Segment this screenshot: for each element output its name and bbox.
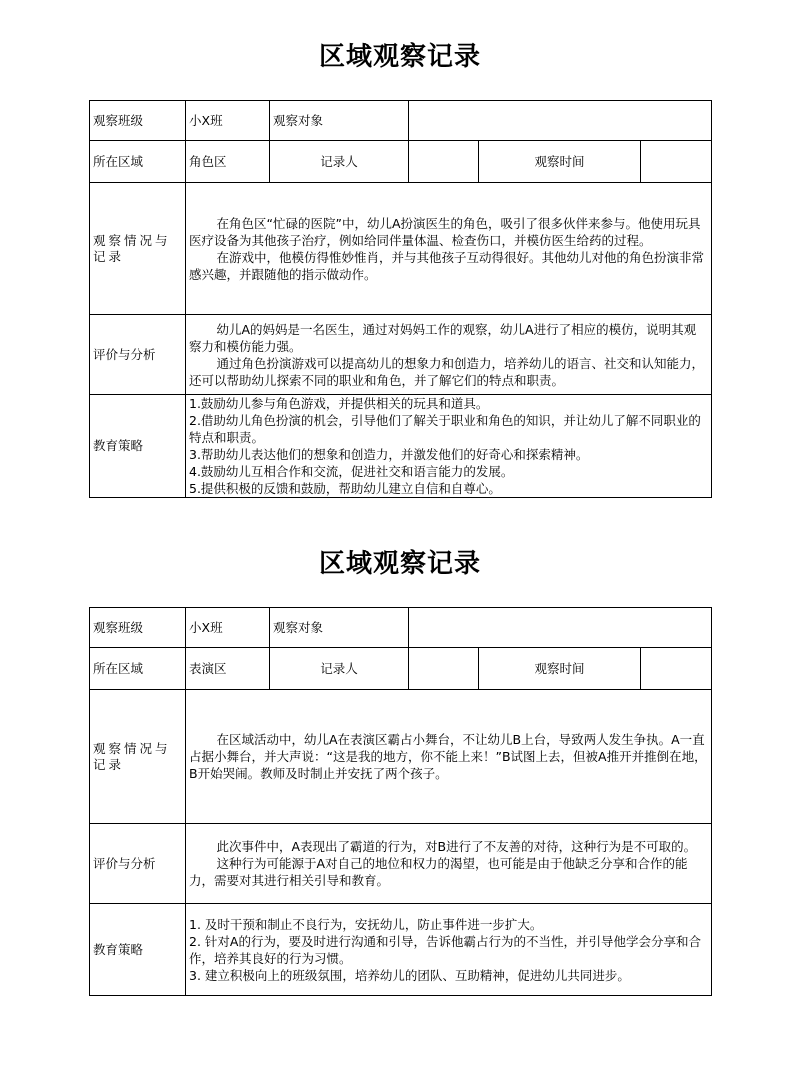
class-label: 观察班级 bbox=[90, 101, 186, 141]
analysis-para: 幼儿A的妈妈是一名医生，通过对妈妈工作的观察，幼儿A进行了相应的模仿，说明其观察力和模仿能力强。 bbox=[189, 321, 697, 354]
strategy-item: 5.提供积极的反馈和鼓励，帮助幼儿建立自信和自尊心。 bbox=[189, 481, 501, 496]
strategy-label: 教育策略 bbox=[90, 904, 186, 996]
strategy-item: 3.帮助幼儿表达他们的想象和创造力，并激发他们的好奇心和探索精神。 bbox=[189, 447, 589, 462]
strategy-item: 2. 针对A的行为，要及时进行沟通和引导，告诉他霸占行为的不当性，并引导他学会分享和合作，培养其良好的行为习惯。 bbox=[189, 933, 701, 966]
strategy-content bbox=[186, 904, 712, 996]
class-value: 小X班 bbox=[186, 101, 270, 141]
area-value: 表演区 bbox=[186, 648, 270, 690]
strategy-item: 4.鼓励幼儿互相合作和交流，促进社交和语言能力的发展。 bbox=[189, 464, 514, 479]
analysis-para: 此次事件中，A表现出了霸道的行为，对B进行了不友善的对待，这种行为是不可取的。 bbox=[216, 839, 697, 854]
time-value[interactable] bbox=[641, 648, 712, 690]
target-value[interactable] bbox=[409, 608, 712, 648]
observation-label: 观察情况与记录 bbox=[90, 183, 186, 315]
analysis-para: 通过角色扮演游戏可以提高幼儿的想象力和创造力，培养幼儿的语言、社交和认知能力，还可以帮助幼儿探索不同的职业和角色，并了解它们的特点和职责。 bbox=[189, 355, 705, 388]
target-label: 观察对象 bbox=[270, 101, 409, 141]
record-2-row-class bbox=[90, 608, 712, 648]
record-2-row-area bbox=[90, 648, 712, 690]
record-1-row-observation bbox=[90, 183, 712, 315]
recorder-value[interactable] bbox=[409, 141, 479, 183]
record-2-row-strategy bbox=[90, 904, 712, 996]
strategy-item: 3. 建立积极向上的班级氛围，培养幼儿的团队、互助精神，促进幼儿共同进步。 bbox=[189, 967, 630, 983]
record-1-row-analysis bbox=[90, 315, 712, 395]
record-1-row-strategy bbox=[90, 395, 712, 498]
analysis-content bbox=[186, 824, 712, 904]
strategy-item: 2.借助幼儿角色扮演的机会，引导他们了解关于职业和角色的知识，并让幼儿了解不同职业的特点和职责。 bbox=[189, 413, 701, 445]
observation-para: 在游戏中，他模仿得惟妙惟肖，并与其他孩子互动得很好。其他幼儿对他的角色扮演非常感兴趣，并跟随他的指示做动作。 bbox=[189, 249, 705, 282]
record-2-row-observation bbox=[90, 690, 712, 824]
record-2-title: 区域观察记录 bbox=[318, 549, 481, 579]
analysis-label: 评价与分析 bbox=[90, 824, 186, 904]
observation-label: 观察情况与记录 bbox=[90, 690, 186, 824]
class-value: 小X班 bbox=[186, 608, 270, 648]
class-label: 观察班级 bbox=[90, 608, 186, 648]
area-value: 角色区 bbox=[186, 141, 270, 183]
record-2-table bbox=[89, 607, 712, 996]
time-value[interactable] bbox=[641, 141, 712, 183]
time-label: 观察时间 bbox=[479, 141, 641, 183]
strategy-content bbox=[186, 395, 712, 498]
record-1-title: 区域观察记录 bbox=[318, 42, 481, 72]
strategy-label: 教育策略 bbox=[90, 395, 186, 498]
analysis-para: 这种行为可能源于A对自己的地位和权力的渴望，也可能是由于他缺乏分享和合作的能力，需要对其进行相关引导和教育。 bbox=[189, 856, 688, 888]
record-1-row-class bbox=[90, 101, 712, 141]
recorder-label: 记录人 bbox=[270, 141, 409, 183]
analysis-label: 评价与分析 bbox=[90, 315, 186, 395]
target-label: 观察对象 bbox=[270, 608, 409, 648]
observation-content bbox=[186, 183, 712, 315]
observation-content bbox=[186, 690, 712, 824]
recorder-value[interactable] bbox=[409, 648, 479, 690]
observation-para: 在角色区“忙碌的医院”中，幼儿A扮演医生的角色，吸引了很多伙伴来参与。他使用玩具医疗设备为其他孩子治疗，例如给同伴量体温、检查伤口，并模仿医生给药的过程。 bbox=[189, 215, 701, 248]
recorder-label: 记录人 bbox=[270, 648, 409, 690]
target-value[interactable] bbox=[409, 101, 712, 141]
area-label: 所在区域 bbox=[90, 648, 186, 690]
record-2-row-analysis bbox=[90, 824, 712, 904]
record-1-row-area bbox=[90, 141, 712, 183]
analysis-content bbox=[186, 315, 712, 395]
area-label: 所在区域 bbox=[90, 141, 186, 183]
time-label: 观察时间 bbox=[479, 648, 641, 690]
observation-para: 在区域活动中，幼儿A在表演区霸占小舞台，不让幼儿B上台，导致两人发生争执。A一直占据小舞台，并大声说：“这是我的地方，你不能上来！”B试图上去，但被A推开并推倒在地，B开始哭闹。教师及时制止并安抚了两个孩子。 bbox=[189, 732, 707, 781]
record-1-table bbox=[89, 100, 712, 498]
strategy-item: 1.鼓励幼儿参与角色游戏，并提供相关的玩具和道具。 bbox=[189, 396, 489, 411]
strategy-item: 1. 及时干预和制止不良行为，安抚幼儿，防止事件进一步扩大。 bbox=[189, 916, 543, 932]
